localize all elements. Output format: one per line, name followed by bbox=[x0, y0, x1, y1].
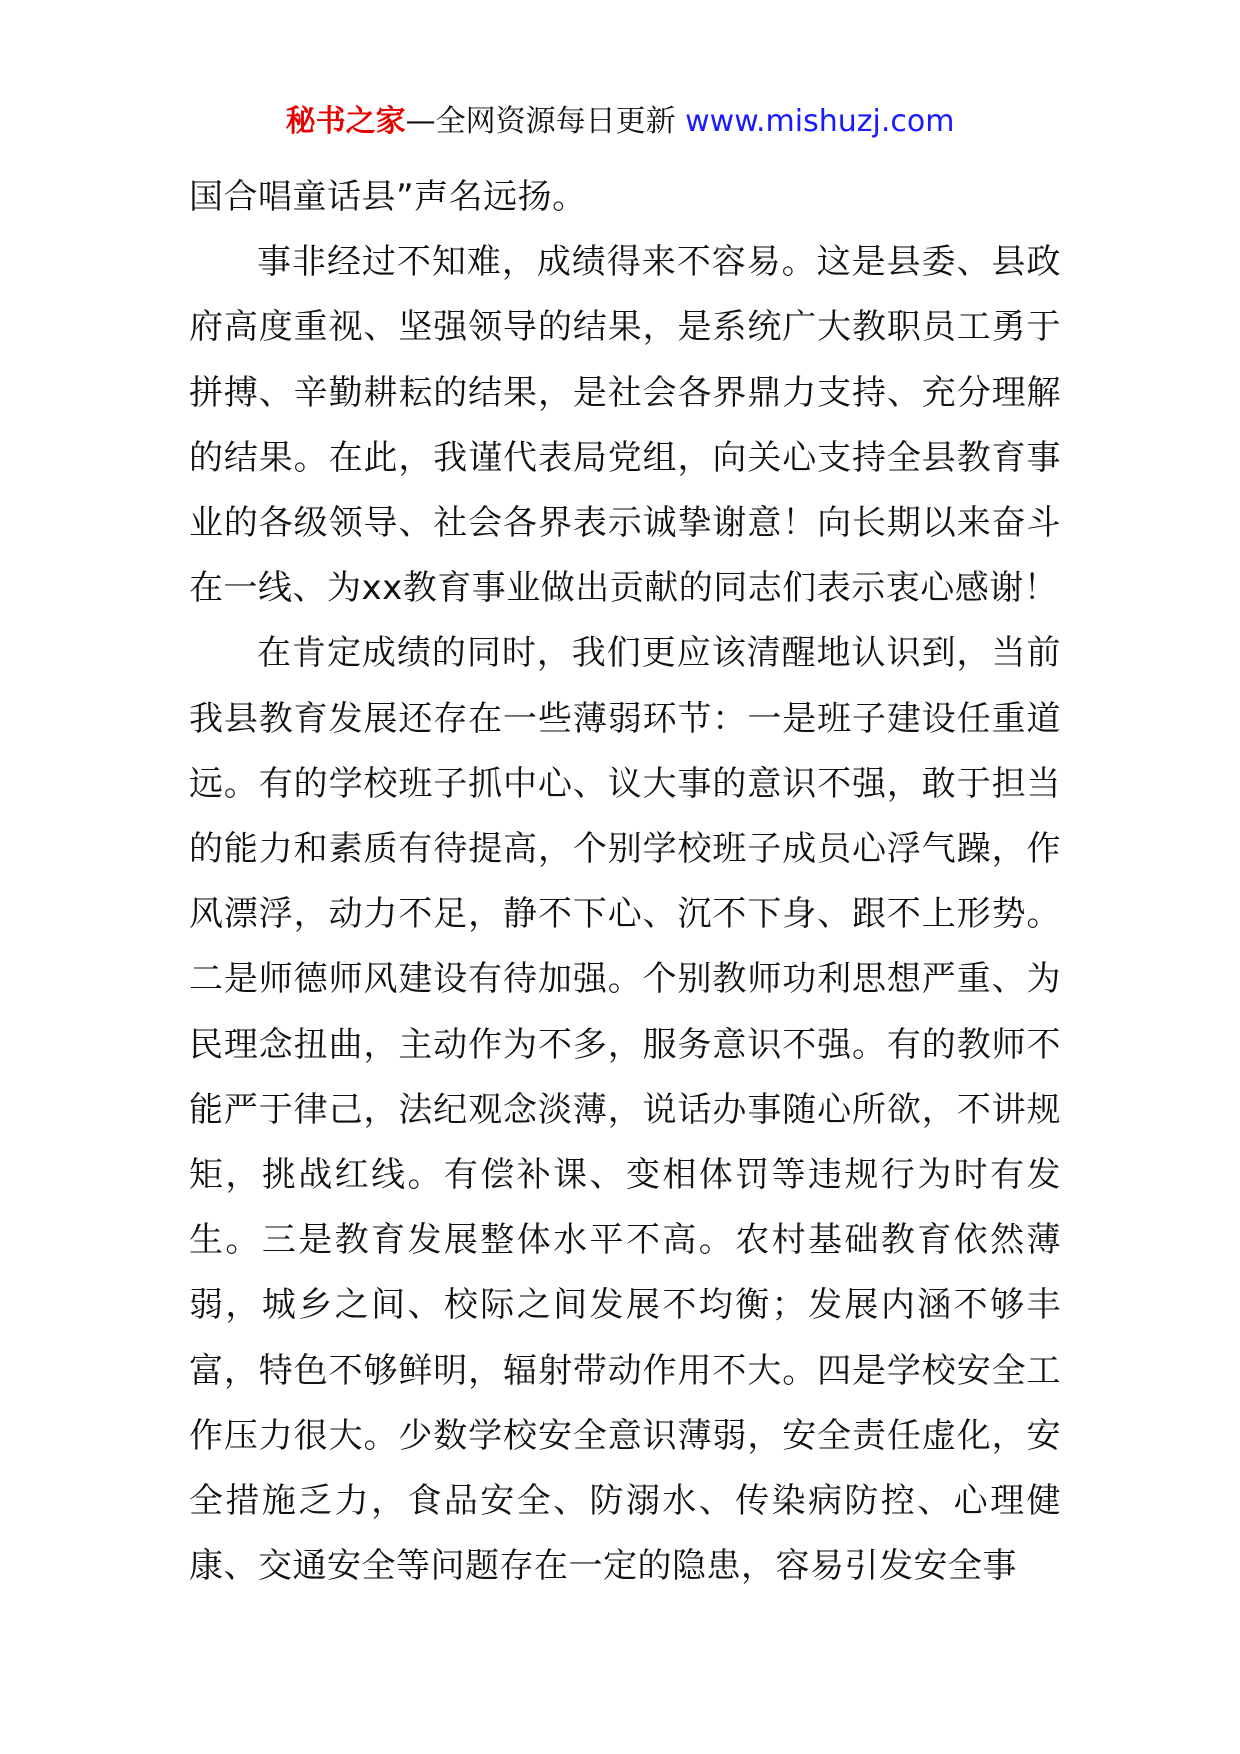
paragraph-continued: 国合唱童话县”声名远扬。 bbox=[189, 177, 587, 217]
paragraph-weaknesses: 在肯定成绩的同时，我们更应该清醒地认识到，当前我县教育发展还存在一些薄弱环节：一是班子建设任重道远。有的学校班子抓中心、议大事的意识不强，敢于担当的能力和素质有待提高，个别学校班子成员心浮气躁，作风漂浮，动力不足，静不下心、沉不下身、跟不上形势。二是师德师风建设有待加强。个别教师功利思想严重、为民理念扭曲，主动作为不多，服务意识不强。有的教师不能严于律己，法纪观念淡薄，说话办事随心所欲，不讲规矩，挑战红线。有偿补课、变相体罚等违规行为时有发生。三是教育发展整体水平不高。农村基础教育依然薄弱，城乡之间、校际之间发展不均衡；发展内涵不够丰富，特色不够鲜明，辐射带动作用不大。四是学校安全工作压力很大。少数学校安全意识薄弱，安全责任虚化，安全措施乏力，食品安全、防溺水、传染病防控、心理健康、交通安全等问题存在一定的隐患，容易引发安全事 bbox=[189, 633, 1061, 1587]
document-body bbox=[189, 165, 1061, 1599]
brand-name: 秘书之家 bbox=[285, 104, 406, 139]
paragraph-acknowledgement: 事非经过不知难，成绩得来不容易。这是县委、县政府高度重视、坚强领导的结果，是系统广大教职员工勇于拼搏、辛勤耕耘的结果，是社会各界鼎力支持、充分理解的结果。在此，我谨代表局党组，向关心支持全县教育事业的各级领导、社会各界表示诚挚谢意！向长期以来奋斗在一线、为xx教育事业做出贡献的同志们表示衷心感谢！ bbox=[189, 242, 1061, 609]
page-header bbox=[0, 102, 1240, 142]
header-tagline: —全网资源每日更新 bbox=[405, 104, 686, 139]
site-url[interactable]: www.mishuzj.com bbox=[685, 104, 955, 139]
